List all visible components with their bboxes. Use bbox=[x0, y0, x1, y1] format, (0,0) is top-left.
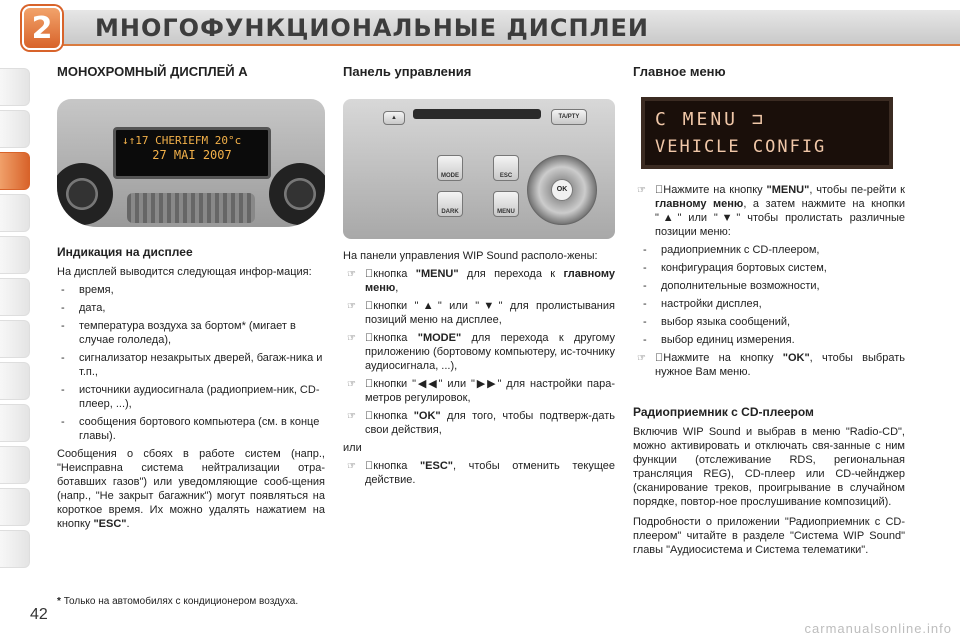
list-item: ☞ Нажмите на кнопку "MENU", чтобы пе-рейти к главному меню, а затем нажмите на кнопки "▲" или "▼" чтобы пролистать различные позиции меню: bbox=[637, 184, 906, 238]
bullet-icon: ☞ bbox=[347, 411, 356, 422]
list-item: - дата, bbox=[57, 301, 325, 315]
list-item: ☞ кнопка "OK" для того, чтобы подтверж-дать свои действия, bbox=[347, 410, 615, 436]
vent-grille bbox=[127, 193, 255, 223]
main-menu-step-2 bbox=[633, 351, 905, 379]
middle-column bbox=[343, 64, 615, 491]
footnote bbox=[57, 596, 298, 607]
list-item: ☞ Нажмите на кнопку "OK", чтобы выбрать нужное Вам меню. bbox=[637, 352, 905, 378]
list-item: ☞ кнопка "ESC", чтобы отменить текущее действие. bbox=[347, 460, 615, 486]
chapter-tab[interactable] bbox=[0, 530, 30, 568]
gauge-right bbox=[269, 163, 325, 225]
chapter-tab[interactable] bbox=[0, 488, 30, 526]
chapter-tabs bbox=[0, 68, 36, 572]
list-item: ☞ кнопка "MENU" для перехода к главному меню, bbox=[347, 268, 615, 294]
panel-controls-list bbox=[343, 267, 615, 437]
section-title-control-panel: Панель управления bbox=[343, 64, 472, 79]
left-column bbox=[57, 64, 325, 531]
chapter-badge: 2 bbox=[22, 6, 62, 50]
radio-cd-text: Включив WIP Sound и выбрав в меню "Radio-CD", можно активировать и отключать свя-занные с ним функции (отслеживание RDS, региональная трансляция REG), CD-плеер или CD-чейнджер (сканирование треков, проигрывание в случайном порядке, повтор-ное прослушивание композиций). bbox=[633, 426, 905, 508]
footnote-text: Только на автомобилях с кондиционером воздуха. bbox=[63, 596, 299, 607]
chapter-tab[interactable] bbox=[0, 446, 30, 484]
chapter-tab[interactable] bbox=[0, 194, 30, 232]
chapter-tab[interactable] bbox=[0, 362, 30, 400]
indication-title: Индикация на дисплее bbox=[57, 245, 193, 259]
menu-button: MENU bbox=[493, 191, 519, 217]
mode-button: MODE bbox=[437, 155, 463, 181]
watermark: carmanualsonline.info bbox=[804, 621, 952, 636]
esc-list bbox=[343, 459, 615, 487]
bullet-icon: ☞ bbox=[637, 185, 646, 196]
bullet-icon: ☞ bbox=[347, 379, 356, 390]
bullet-icon: ☞ bbox=[347, 333, 356, 344]
display-line-1: ↓↑17 CHERIEFM 20°c bbox=[122, 134, 242, 147]
panel-intro: На панели управления WIP Sound располо-жены: bbox=[343, 250, 598, 262]
esc-button: ESC bbox=[493, 155, 519, 181]
section-title-monochrome-display: МОНОХРОМНЫЙ ДИСПЛЕЙ А bbox=[57, 64, 248, 79]
list-item: ☞ кнопки "◀◀" или "▶▶" для настройки пара-метров регулировок, bbox=[347, 378, 615, 404]
bullet-icon: ☞ bbox=[347, 461, 356, 472]
page-title: МНОГОФУНКЦИОНАЛЬНЫЕ ДИСПЛЕИ bbox=[95, 14, 649, 42]
chapter-tab[interactable] bbox=[0, 278, 30, 316]
list-item: - источники аудиосигнала (радиоприем-ник, CD-плеер, ...), bbox=[57, 383, 325, 411]
failure-text: Сообщения о сбоях в работе систем (напр., "Неисправна система нейтрализации отра-ботавших газов") или уведомляющие сооб-щения (напр., "Не закрыт багажник") могут появляться на короткое время. Их можно удалять нажатием на кнопку bbox=[57, 448, 325, 530]
chapter-tab[interactable] bbox=[0, 236, 30, 274]
chapter-tab[interactable] bbox=[0, 68, 30, 106]
control-panel-illustration bbox=[343, 99, 615, 239]
main-menu-screen bbox=[641, 97, 893, 169]
display-a-screen bbox=[113, 127, 271, 179]
ta-pty-button: TA/PTY bbox=[551, 109, 587, 125]
list-item: - выбор языка сообщений, bbox=[639, 315, 905, 329]
page-number: 42 bbox=[30, 606, 48, 623]
bullet-icon: ☞ bbox=[347, 269, 356, 280]
radio-cd-details: Подробности о приложении "Радиоприемник с CD-плеером" читайте в разделе "Система WIP Sound" главы "Аудиосистема и Система телематики". bbox=[633, 516, 905, 556]
failure-messages-text bbox=[57, 447, 325, 531]
menu-screen-line-1: C MENU ⊐ bbox=[655, 109, 766, 130]
list-item: - выбор единиц измерения. bbox=[639, 333, 905, 347]
chapter-tab[interactable] bbox=[0, 320, 30, 358]
menu-screen-line-2: VEHICLE CONFIG bbox=[655, 137, 827, 157]
list-item: - радиоприемник с CD-плеером, bbox=[639, 243, 905, 257]
chapter-tab[interactable] bbox=[0, 404, 30, 442]
or-text: или bbox=[343, 442, 362, 454]
gauge-left bbox=[57, 163, 113, 225]
dark-button: DARK bbox=[437, 191, 463, 217]
list-item: ☞ кнопки "▲" или "▼" для пролистывания позиций меню на дисплее, bbox=[347, 300, 615, 326]
ok-button: OK bbox=[551, 179, 573, 201]
cd-slot bbox=[413, 109, 541, 119]
list-item: - время, bbox=[57, 283, 325, 297]
indication-intro: На дисплей выводится следующая инфор-мация: bbox=[57, 266, 312, 278]
list-item: - сигнализатор незакрытых дверей, багаж-ника и т.п., bbox=[57, 351, 325, 379]
display-a-illustration bbox=[57, 99, 325, 227]
footnote-mark: * bbox=[57, 596, 61, 607]
list-item: - температура воздуха за бортом* (мигает в случае гололеда), bbox=[57, 319, 325, 347]
bullet-icon: ☞ bbox=[347, 301, 356, 312]
list-item: - сообщения бортового компьютера (см. в конце главы). bbox=[57, 415, 325, 443]
indication-list bbox=[57, 283, 325, 443]
bullet-icon: ☞ bbox=[637, 353, 646, 364]
display-line-2: 27 MAI 2007 bbox=[152, 148, 232, 162]
main-menu-items bbox=[639, 243, 905, 347]
failure-text-end: . bbox=[126, 518, 130, 530]
list-item: - дополнительные возможности, bbox=[639, 279, 905, 293]
list-item: ☞ кнопка "MODE" для перехода к другому приложению (бортовому компьютеру, ис-точнику аудиосигнала, ...), bbox=[347, 332, 615, 372]
page-header bbox=[0, 0, 960, 56]
chapter-tab-active[interactable] bbox=[0, 152, 30, 190]
list-item: - конфигурация бортовых систем, bbox=[639, 261, 905, 275]
main-menu-step-1 bbox=[633, 183, 905, 239]
chapter-tab[interactable] bbox=[0, 110, 30, 148]
eject-button: ▲ bbox=[383, 111, 405, 125]
right-column bbox=[633, 64, 905, 557]
radio-cd-title: Радиоприемник с CD-плеером bbox=[633, 405, 814, 419]
esc-label: "ESC" bbox=[93, 518, 127, 530]
list-item: - настройки дисплея, bbox=[639, 297, 905, 311]
section-title-main-menu: Главное меню bbox=[633, 64, 726, 79]
